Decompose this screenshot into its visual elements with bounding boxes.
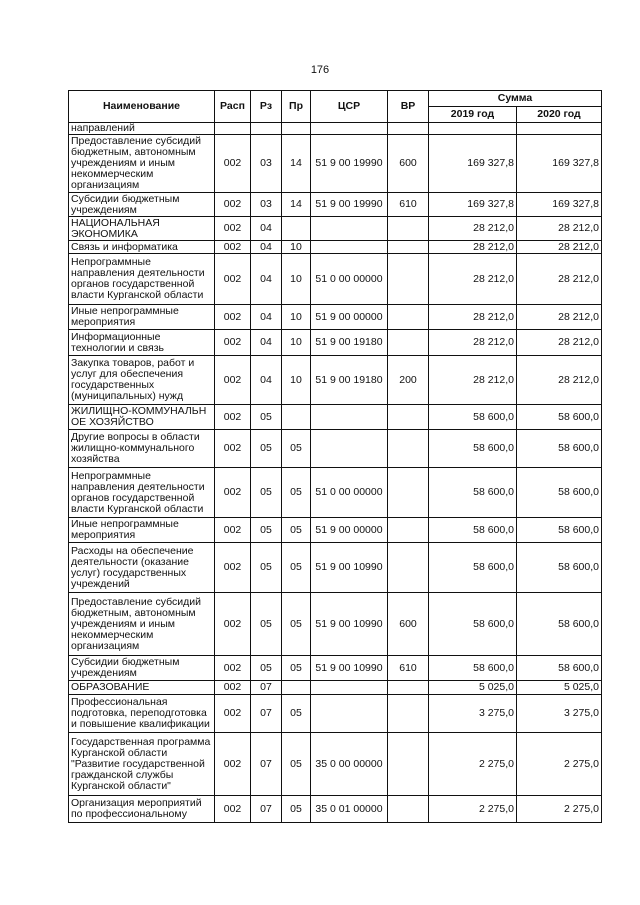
row-name: Профессиональная подготовка, переподготовка и повышение квалификации — [69, 695, 215, 733]
row-rz: 05 — [251, 593, 282, 656]
row-rz: 05 — [251, 430, 282, 468]
row-2019: 58 600,0 — [429, 430, 517, 468]
row-csr: 51 0 00 00000 — [311, 254, 388, 305]
row-pr: 05 — [282, 695, 311, 733]
row-rasp: 002 — [215, 430, 251, 468]
row-vr — [388, 305, 429, 330]
table-row — [69, 405, 602, 430]
row-csr — [311, 217, 388, 241]
table-row — [69, 305, 602, 330]
table-row — [69, 518, 602, 543]
row-name: Закупка товаров, работ и услуг для обеспечения государственных (муниципальных) нужд — [69, 356, 215, 405]
header-pr: Пр — [282, 91, 311, 123]
row-rz: 03 — [251, 135, 282, 193]
row-rz: 07 — [251, 733, 282, 796]
row-rz: 07 — [251, 681, 282, 695]
row-vr — [388, 681, 429, 695]
row-vr — [388, 543, 429, 593]
row-rasp: 002 — [215, 543, 251, 593]
header-row — [69, 91, 602, 107]
row-vr — [388, 241, 429, 254]
row-2019: 58 600,0 — [429, 543, 517, 593]
row-pr: 05 — [282, 543, 311, 593]
row-rasp: 002 — [215, 405, 251, 430]
row-pr: 05 — [282, 656, 311, 681]
row-csr — [311, 430, 388, 468]
row-rz — [251, 123, 282, 135]
row-name: Расходы на обеспечение деятельности (оказание услуг) государственных учреждений — [69, 543, 215, 593]
row-name: Предоставление субсидий бюджетным, автономным учреждениям и иным некоммерческим организациям — [69, 135, 215, 193]
row-rz: 05 — [251, 468, 282, 518]
row-pr: 05 — [282, 468, 311, 518]
row-vr — [388, 695, 429, 733]
row-rasp: 002 — [215, 241, 251, 254]
row-name: ОБРАЗОВАНИЕ — [69, 681, 215, 695]
row-2020: 5 025,0 — [517, 681, 602, 695]
table-row — [69, 796, 602, 823]
row-name: Информационные технологии и связь — [69, 330, 215, 356]
row-vr — [388, 733, 429, 796]
row-rasp: 002 — [215, 217, 251, 241]
row-2019: 58 600,0 — [429, 468, 517, 518]
header-csr: ЦСР — [311, 91, 388, 123]
row-vr — [388, 468, 429, 518]
row-pr: 10 — [282, 356, 311, 405]
row-name: Предоставление субсидий бюджетным, автономным учреждениям и иным некоммерческим организациям — [69, 593, 215, 656]
row-vr — [388, 405, 429, 430]
row-rz: 05 — [251, 518, 282, 543]
row-csr: 51 9 00 10990 — [311, 543, 388, 593]
row-2020: 169 327,8 — [517, 193, 602, 217]
row-name: направлений — [69, 123, 215, 135]
row-2020: 58 600,0 — [517, 405, 602, 430]
row-vr: 610 — [388, 193, 429, 217]
row-csr: 35 0 00 00000 — [311, 733, 388, 796]
row-2019: 28 212,0 — [429, 217, 517, 241]
table-row — [69, 430, 602, 468]
row-rasp: 002 — [215, 733, 251, 796]
row-name: Субсидии бюджетным учреждениям — [69, 656, 215, 681]
row-2019: 28 212,0 — [429, 241, 517, 254]
row-2019: 28 212,0 — [429, 305, 517, 330]
row-rasp: 002 — [215, 593, 251, 656]
row-csr — [311, 405, 388, 430]
row-rz: 05 — [251, 405, 282, 430]
row-vr — [388, 254, 429, 305]
row-vr — [388, 123, 429, 135]
row-rasp: 002 — [215, 681, 251, 695]
row-vr — [388, 518, 429, 543]
table-row — [69, 356, 602, 405]
row-csr — [311, 681, 388, 695]
table-row — [69, 543, 602, 593]
row-2020: 28 212,0 — [517, 305, 602, 330]
row-2019: 169 327,8 — [429, 135, 517, 193]
row-pr: 05 — [282, 518, 311, 543]
row-csr: 51 9 00 10990 — [311, 656, 388, 681]
header-sum: Сумма — [429, 91, 602, 107]
table-row — [69, 330, 602, 356]
row-pr: 14 — [282, 193, 311, 217]
row-2019: 5 025,0 — [429, 681, 517, 695]
row-2019: 3 275,0 — [429, 695, 517, 733]
row-name: Государственная программа Курганской области "Развитие государственной гражданской службы Курганской области" — [69, 733, 215, 796]
row-rz: 04 — [251, 305, 282, 330]
row-2019: 2 275,0 — [429, 796, 517, 823]
row-rasp: 002 — [215, 254, 251, 305]
row-rasp: 002 — [215, 305, 251, 330]
row-2019: 2 275,0 — [429, 733, 517, 796]
row-rasp: 002 — [215, 468, 251, 518]
row-csr: 51 9 00 19990 — [311, 193, 388, 217]
row-name: Организация мероприятий по профессиональному — [69, 796, 215, 823]
row-pr: 05 — [282, 430, 311, 468]
row-vr — [388, 796, 429, 823]
row-2019: 28 212,0 — [429, 356, 517, 405]
row-csr: 51 9 00 19180 — [311, 330, 388, 356]
table-row — [69, 254, 602, 305]
header-name: Наименование — [69, 91, 215, 123]
row-rasp: 002 — [215, 656, 251, 681]
row-rz: 07 — [251, 796, 282, 823]
row-2019 — [429, 123, 517, 135]
header-rz: Рз — [251, 91, 282, 123]
header-2020: 2020 год — [517, 107, 602, 123]
row-vr — [388, 217, 429, 241]
header-2019: 2019 год — [429, 107, 517, 123]
row-vr — [388, 330, 429, 356]
row-2020: 28 212,0 — [517, 217, 602, 241]
row-rasp: 002 — [215, 796, 251, 823]
row-csr — [311, 241, 388, 254]
row-2020: 58 600,0 — [517, 430, 602, 468]
row-vr: 610 — [388, 656, 429, 681]
row-2020: 2 275,0 — [517, 796, 602, 823]
row-name: НАЦИОНАЛЬНАЯ ЭКОНОМИКА — [69, 217, 215, 241]
row-rz: 03 — [251, 193, 282, 217]
row-name: Субсидии бюджетным учреждениям — [69, 193, 215, 217]
row-2019: 169 327,8 — [429, 193, 517, 217]
row-2020: 58 600,0 — [517, 593, 602, 656]
row-pr — [282, 405, 311, 430]
row-rz: 04 — [251, 217, 282, 241]
row-pr: 05 — [282, 593, 311, 656]
row-rz: 04 — [251, 254, 282, 305]
table-row — [69, 193, 602, 217]
row-2020: 28 212,0 — [517, 241, 602, 254]
row-rz: 05 — [251, 543, 282, 593]
row-2020: 2 275,0 — [517, 733, 602, 796]
table-row — [69, 593, 602, 656]
row-pr: 10 — [282, 254, 311, 305]
row-pr: 14 — [282, 135, 311, 193]
row-rasp: 002 — [215, 193, 251, 217]
row-rasp — [215, 123, 251, 135]
row-name: Другие вопросы в области жилищно-коммунального хозяйства — [69, 430, 215, 468]
row-rz: 05 — [251, 656, 282, 681]
row-2019: 58 600,0 — [429, 656, 517, 681]
row-2020: 58 600,0 — [517, 543, 602, 593]
header-vr: ВР — [388, 91, 429, 123]
row-name: Иные непрограммные мероприятия — [69, 305, 215, 330]
row-pr: 10 — [282, 241, 311, 254]
row-2019: 28 212,0 — [429, 254, 517, 305]
row-pr: 05 — [282, 796, 311, 823]
row-rasp: 002 — [215, 695, 251, 733]
row-name: Связь и информатика — [69, 241, 215, 254]
row-2020: 58 600,0 — [517, 518, 602, 543]
row-csr: 51 9 00 19990 — [311, 135, 388, 193]
table-row — [69, 135, 602, 193]
row-name: Непрограммные направления деятельности органов государственной власти Курганской области — [69, 468, 215, 518]
row-vr — [388, 430, 429, 468]
row-rz: 04 — [251, 356, 282, 405]
row-rasp: 002 — [215, 356, 251, 405]
budget-table — [68, 90, 602, 823]
row-2020: 28 212,0 — [517, 330, 602, 356]
table-row — [69, 123, 602, 135]
page-number: 176 — [310, 64, 330, 76]
row-csr: 51 9 00 19180 — [311, 356, 388, 405]
row-name: Иные непрограммные мероприятия — [69, 518, 215, 543]
row-rasp: 002 — [215, 135, 251, 193]
row-pr: 10 — [282, 330, 311, 356]
row-2020: 3 275,0 — [517, 695, 602, 733]
row-rasp: 002 — [215, 330, 251, 356]
table-row — [69, 681, 602, 695]
row-name: ЖИЛИЩНО-КОММУНАЛЬН ОЕ ХОЗЯЙСТВО — [69, 405, 215, 430]
table-row — [69, 695, 602, 733]
row-2019: 58 600,0 — [429, 405, 517, 430]
row-2019: 58 600,0 — [429, 593, 517, 656]
row-2020: 28 212,0 — [517, 254, 602, 305]
row-2020: 58 600,0 — [517, 468, 602, 518]
row-2020 — [517, 123, 602, 135]
row-rz: 07 — [251, 695, 282, 733]
table-row — [69, 733, 602, 796]
row-2019: 58 600,0 — [429, 518, 517, 543]
row-vr: 600 — [388, 593, 429, 656]
table-row — [69, 217, 602, 241]
row-pr — [282, 681, 311, 695]
row-rasp: 002 — [215, 518, 251, 543]
row-name: Непрограммные направления деятельности органов государственной власти Курганской области — [69, 254, 215, 305]
row-vr: 200 — [388, 356, 429, 405]
row-2020: 169 327,8 — [517, 135, 602, 193]
table-row — [69, 241, 602, 254]
row-csr: 51 9 00 00000 — [311, 305, 388, 330]
row-vr: 600 — [388, 135, 429, 193]
row-rz: 04 — [251, 330, 282, 356]
row-pr — [282, 123, 311, 135]
table-row — [69, 656, 602, 681]
row-csr — [311, 695, 388, 733]
table-row — [69, 468, 602, 518]
row-csr: 51 9 00 00000 — [311, 518, 388, 543]
row-2020: 58 600,0 — [517, 656, 602, 681]
row-pr: 10 — [282, 305, 311, 330]
row-csr — [311, 123, 388, 135]
header-rasp: Расп — [215, 91, 251, 123]
row-2020: 28 212,0 — [517, 356, 602, 405]
row-csr: 51 0 00 00000 — [311, 468, 388, 518]
row-2019: 28 212,0 — [429, 330, 517, 356]
row-csr: 35 0 01 00000 — [311, 796, 388, 823]
row-pr: 05 — [282, 733, 311, 796]
row-pr — [282, 217, 311, 241]
row-csr: 51 9 00 10990 — [311, 593, 388, 656]
row-rz: 04 — [251, 241, 282, 254]
